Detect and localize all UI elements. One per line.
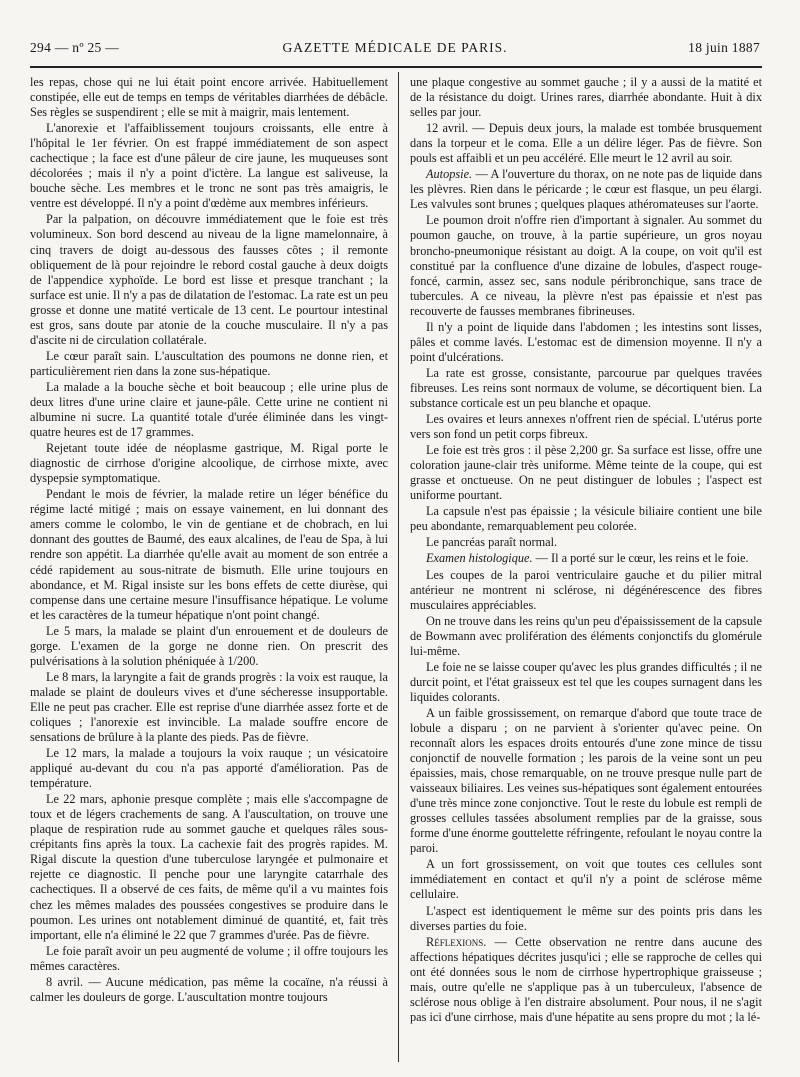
paragraph xyxy=(410,568,762,613)
paragraph xyxy=(30,121,388,211)
paragraph-text: — A l'ouverture du thorax, on ne note pas de liquide dans les plèvres. Rien dans le péricarde ; le cœur est flasque, un peu élargi. Les valvules sont brunes ; quelques plaques athéromateuses sur l'aorte. xyxy=(410,167,762,212)
paragraph-text: La rate est grosse, consistante, parcourue par quelques travées fibreuses. Les reins sont normaux de volume, se décortiquent bien. La substance corticale est un peu blanche et opaque. xyxy=(410,365,762,410)
paragraph-text: La capsule n'est pas épaissie ; la vésicule biliaire contient une bile peu abondante, remarquablement peu colorée. xyxy=(410,504,762,534)
paragraph-text: Le foie est très gros : il pèse 2,200 gr. Sa surface est lisse, offre une coloration jaune-clair très uniforme. Même teinte de la coupe, qui est grasse et onctueuse. On ne peut distinguer de lobules ; l'aspect est uniforme pourtant. xyxy=(410,443,762,503)
paragraph-lead: Autopsie. xyxy=(426,167,473,182)
paragraph-text: les repas, chose qui ne lui était point encore arrivée. Habituellement constipée, elle eut de temps en temps de véritables diarrhées de débâcle. Ses règles se suspendirent ; elle se mit à maigrir, mais lentement. xyxy=(30,75,388,120)
paragraph xyxy=(410,213,762,318)
paragraph xyxy=(410,443,762,503)
paragraph xyxy=(30,349,388,379)
paragraph-text: une plaque congestive au sommet gauche ; il y a aussi de la matité et de la résistance du doigt. Urines rares, diarrhée abondante. Huit à dix selles par jour. xyxy=(410,75,762,120)
paragraph-text: 12 avril. — Depuis deux jours, la malade est tombée brusquement dans la torpeur et le coma. Elle a un délire léger. Pas de fièvre. Son pouls est affaibli et un peu accéléré. Elle meurt le 12 avril au soir. xyxy=(410,121,762,166)
paragraph-text: — Cette observation ne rentre dans aucune des affections hépatiques décrites jusqu'ici ; elle se rapproche de celles qui ont été données sous le nom de cirrhose hypertrophique graisseuse ; mais, outre qu'elle ne s'applique pas à un tuberculeux, l'absence de sclérose nous oblige à l'en distraire absolument. Pour nous, il ne s'agit pas ici d'une cirrhose, mais d'une hépatite au sens propre du mot ; la lé- xyxy=(410,934,762,1024)
paragraph-text: A un faible grossissement, on remarque d'abord que toute trace de lobule a disparu ; on ne parvient à s'orienter qu'avec peine. On reconnaît alors les espaces droits entourés d'une zone mince de tissu conjonctif de nouvelle formation ; les parois de la veine sont un peu épaissies, mais, chose remarquable, on ne trouve presque nulle part de vaisseaux biliaires. Les veines sus-hépatiques sont également entourées d'une très mince zone conjonctive. Tout le reste du lobule est rempli de grosses cellules tassées absolument remplies par de la graisse, sous forme d'une énorme gouttelette réfringente, refoulant le noyau contre la paroi. xyxy=(410,705,762,856)
paragraph xyxy=(30,487,388,622)
paragraph xyxy=(410,706,762,856)
paragraph xyxy=(30,746,388,791)
journal-title: GAZETTE MÉDICALE DE PARIS. xyxy=(282,40,508,55)
paragraph-text: Le 22 mars, aphonie presque complète ; mais elle s'accompagne de toux et de légers crachements de sang. A l'auscultation, on trouve une plaque de respiration rude au sommet gauche et quelques râles sous-crépitants fins après la toux. La cachexie fait des progrès rapides. M. Rigal discute la question d'une tuberculose laryngée et pulmonaire et rejette ce diagnostic. Il penche pour une laryngite catarrhale des cachectiques. Il a observé de ces faits, de même qu'il a vu maintes fois chez les mêmes malades des poussées congestives se produire dans le poumon. Les urines ont notablement diminué de quantité, et, fait très important, elle n'a éliminé le 22 que 7 grammes d'urée. Pas de fièvre. xyxy=(30,792,388,942)
paragraph xyxy=(410,551,762,566)
paragraph-text: L'anorexie et l'affaiblissement toujours croissants, elle entre à l'hôpital le 1er février. On est frappé immédiatement de son aspect cachectique ; la face est d'une pâleur de cire jaune, les muqueuses sont décolorées ; mais il n'y a point d'ictère. La langue est saliveuse, la bouche sèche. Les membres et le tronc ne sont pas très amaigris, le ventre est développé. Il n'y a point d'œdème aux membres inférieurs. xyxy=(30,121,388,211)
paragraph xyxy=(410,320,762,365)
paragraph-text: Le foie ne se laisse couper qu'avec les plus grandes difficultés ; il ne durcit point, et l'état graisseux est tel que les coupes surnagent dans les liquides colorants. xyxy=(410,659,762,704)
paragraph xyxy=(410,75,762,120)
paragraph xyxy=(410,614,762,659)
paragraph xyxy=(30,944,388,974)
paragraph-text: 8 avril. — Aucune médication, pas même la cocaïne, n'a réussi à calmer les douleurs de gorge. L'auscultation montre toujours xyxy=(30,974,388,1004)
paragraph-text: — Il a porté sur le cœur, les reins et le foie. xyxy=(532,551,749,566)
issue-date: 18 juin 1887 xyxy=(688,40,760,55)
paragraph xyxy=(410,366,762,411)
header-rule xyxy=(30,66,762,68)
column-divider xyxy=(398,72,399,1062)
page-number: 294 — nº 25 — xyxy=(30,40,120,55)
paragraph-text: Le foie paraît avoir un peu augmenté de volume ; il offre toujours les mêmes caractères. xyxy=(30,943,388,973)
paragraph-lead: Examen histologique. xyxy=(426,551,533,566)
paragraph xyxy=(30,670,388,745)
paragraph-text: Le poumon droit n'offre rien d'important à signaler. Au sommet du poumon gauche, on trouve, à la partie supérieure, un gros noyau broncho-pneumonique résistant au doigt. A la coupe, on voit qu'il est constitué par la confluence d'une dizaine de lobules, d'aspect rouge-foncé, carmin, assez sec, sans nodule péribronchique, sans trace de tubercules. A ce niveau, la plèvre n'est pas épaissie et n'est pas recouverte de fausses membranes fibrineuses. xyxy=(410,213,762,318)
paragraph xyxy=(410,935,762,1025)
paragraph-text: Par la palpation, on découvre immédiatement que le foie est très volumineux. Son bord descend au niveau de la ligne mamelonnaire, à cinq travers de doigt au-dessous des fausses côtes ; il remonte obliquement de là pour rejoindre le rebord costal gauche à deux doigts de l'appendice xyphoïde. Le bord est lisse et presque tranchant ; la surface est unie. Il n'y a pas de dilatation de l'estomac. La rate est un peu grosse et donne une matité verticale de 13 cent. Le pourtour intestinal est gros, sans doute par atonie de la couche musculaire. Il n'y a pas d'ascite ni de circulation collatérale. xyxy=(30,212,388,347)
paragraph xyxy=(410,904,762,934)
paragraph-text: Il n'y a point de liquide dans l'abdomen ; les intestins sont lisses, pâles et comme lavés. L'estomac est de dimension moyenne. Il n'y a point d'ulcérations. xyxy=(410,319,762,364)
paragraph xyxy=(30,441,388,486)
paragraph xyxy=(30,624,388,669)
paragraph xyxy=(410,121,762,166)
paragraph-text: L'aspect est identiquement le même sur des points pris dans les diverses parties du foie. xyxy=(410,903,762,933)
paragraph xyxy=(30,975,388,1005)
paragraph xyxy=(30,380,388,440)
paragraph-lead: Réflexions. xyxy=(426,934,487,949)
right-column xyxy=(410,75,762,1065)
paragraph-text: Le pancréas paraît normal. xyxy=(426,535,558,550)
paragraph-text: Le 8 mars, la laryngite a fait de grands progrès : la voix est rauque, la malade se plaint de douleurs vives et d'une sécheresse insupportable. Elle ne peut pas cracher. Elle est reprise d'une diarrhée assez forte et de coliques ; l'anorexie est invincible. La malade souffre encore de sensations de brûlure à la plante des pieds. Pas de fièvre. xyxy=(30,669,388,745)
paragraph xyxy=(410,412,762,442)
paragraph xyxy=(30,75,388,120)
paragraph xyxy=(30,792,388,942)
paragraph-text: Le cœur paraît sain. L'auscultation des poumons ne donne rien, et particulièrement rien dans la zone sus-hépatique. xyxy=(30,348,388,378)
paragraph-text: Rejetant toute idée de néoplasme gastrique, M. Rigal porte le diagnostic de cirrhose d'origine alcoolique, de cirrhose mixte, avec dyspepsie symptomatique. xyxy=(30,441,388,486)
paragraph-text: Pendant le mois de février, la malade retire un léger bénéfice du régime lacté mitigé ; mais on essaye vainement, en lui donnant des amers comme le colombo, le vin de gentiane et de chobrach, en lui donnant des gouttes de Baumé, des eaux alcalines, de l'eau de Spa, à lui rendre son appétit. La diarrhée qu'elle avait au moment de son entrée a cédé rapidement au sous-nitrate de bismuth. Elle urine toujours en abondance, et M. Rigal insiste sur les bons effets de cette diurèse, qui compense dans une certaine mesure l'insuffisance hépatique. Le volume et les caractères de la tumeur hépatique n'ont point changé. xyxy=(30,487,388,622)
page-header xyxy=(30,40,760,62)
left-column xyxy=(30,75,388,1065)
paragraph xyxy=(30,212,388,347)
paragraph-text: La malade a la bouche sèche et boit beaucoup ; elle urine plus de deux litres d'une urine claire et jaune-pâle. Cette urine ne contient ni albumine ni sucre. La quantité totale d'urée éliminée dans les vingt-quatre heures est de 17 grammes. xyxy=(30,379,388,440)
paragraph xyxy=(410,660,762,705)
paragraph xyxy=(410,535,762,550)
paragraph xyxy=(410,504,762,534)
paragraph-text: Les ovaires et leurs annexes n'offrent rien de spécial. L'utérus porte vers son fond un petit corps fibreux. xyxy=(410,412,762,442)
paragraph xyxy=(410,167,762,212)
paragraph xyxy=(410,857,762,902)
paragraph-text: Le 5 mars, la malade se plaint d'un enrouement et de douleurs de gorge. L'examen de la gorge ne donne rien. On prescrit des pulvérisations à la solution phéniquée à 1/200. xyxy=(30,623,388,668)
paragraph-text: A un fort grossissement, on voit que toutes ces cellules sont immédiatement en contact et qu'il n'y a point de sclérose même cellulaire. xyxy=(410,857,762,902)
paragraph-text: On ne trouve dans les reins qu'un peu d'épaississement de la capsule de Bowmann avec prolifération des éléments conjonctifs du glomérule lui-même. xyxy=(410,613,762,658)
paragraph-text: Les coupes de la paroi ventriculaire gauche et du pilier mitral antérieur ne montrent ni sclérose, ni dégénérescence des fibres musculaires appréciables. xyxy=(410,567,762,612)
paragraph-text: Le 12 mars, la malade a toujours la voix rauque ; un vésicatoire appliqué au-devant du cou n'a pas apporté d'amélioration. Pas de température. xyxy=(30,746,388,791)
